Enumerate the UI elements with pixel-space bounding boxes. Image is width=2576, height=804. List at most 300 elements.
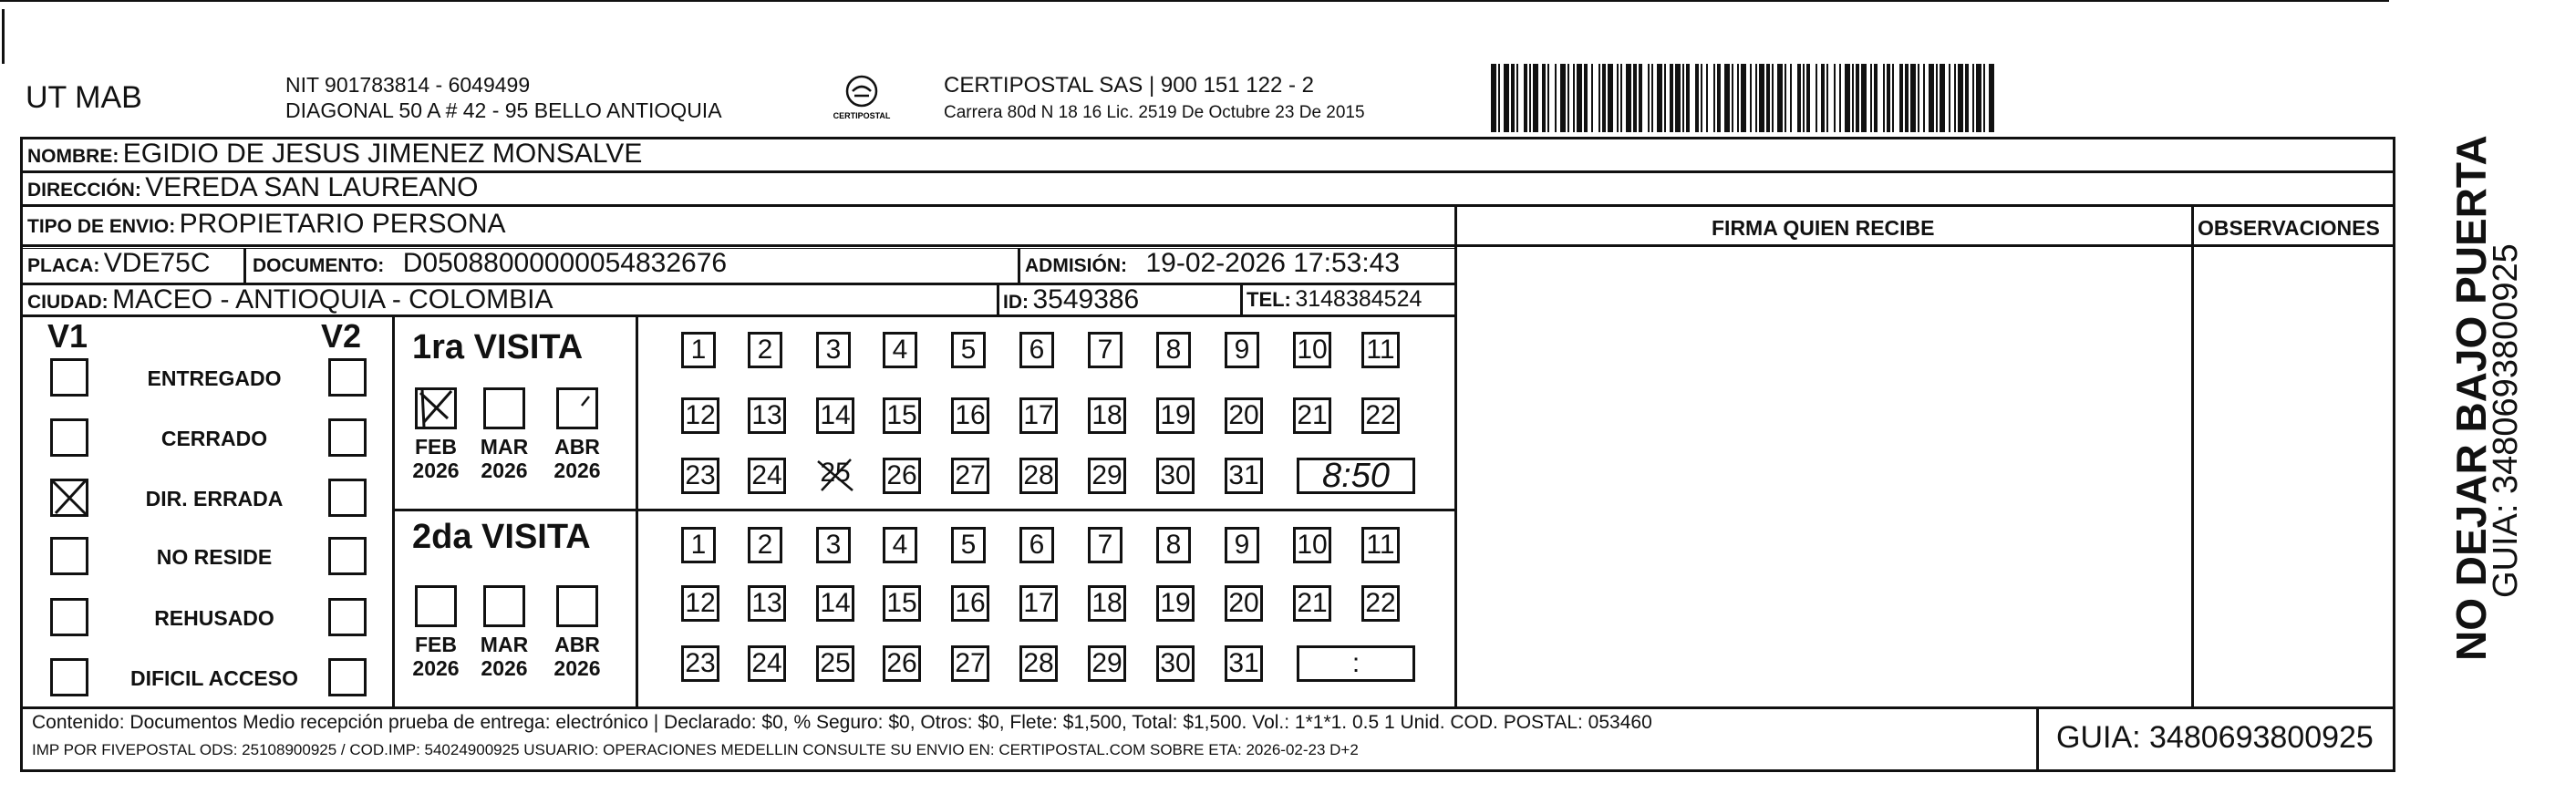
day-number: 19 bbox=[1160, 400, 1191, 430]
day-number: 13 bbox=[751, 400, 782, 430]
month-year: 2026 bbox=[553, 459, 601, 482]
tel-label: TEL: bbox=[1247, 288, 1291, 311]
day-box[interactable] bbox=[1019, 332, 1054, 368]
barcode-bar bbox=[1899, 64, 1903, 132]
barcode bbox=[1491, 64, 2175, 132]
day-number: 31 bbox=[1228, 648, 1259, 678]
no-dejar-warning: NO DEJAR BAJO PUERTA bbox=[2447, 135, 2495, 661]
barcode-bar bbox=[1741, 64, 1746, 132]
time-value: : bbox=[1351, 648, 1360, 678]
status-option-label: DIR. ERRADA bbox=[145, 487, 284, 510]
barcode-bar bbox=[1626, 64, 1631, 132]
barcode-bar bbox=[1547, 64, 1549, 132]
day-number: 27 bbox=[955, 648, 986, 678]
day-number: 25 bbox=[820, 648, 851, 678]
day-box[interactable] bbox=[1088, 332, 1122, 368]
id-label: ID: bbox=[1003, 292, 1029, 313]
barcode-bar bbox=[1954, 64, 1956, 132]
day-number: 3 bbox=[825, 335, 842, 365]
barcode-bar bbox=[1504, 64, 1509, 132]
status-option-label: REHUSADO bbox=[154, 606, 274, 630]
day-number: 20 bbox=[1228, 588, 1259, 618]
day-number: 14 bbox=[820, 588, 851, 618]
barcode-bar bbox=[1567, 64, 1569, 132]
visit-divider bbox=[392, 509, 1456, 511]
month-year: 2026 bbox=[412, 459, 460, 482]
barcode-bar bbox=[1633, 64, 1637, 132]
day-box[interactable] bbox=[1293, 397, 1331, 434]
logo-icon bbox=[825, 71, 898, 126]
ciudad-value: MACEO - ANTIOQUIA - COLOMBIA bbox=[112, 284, 553, 314]
day-box[interactable] bbox=[1019, 645, 1058, 682]
barcode-bar bbox=[1639, 64, 1642, 132]
barcode-bar bbox=[1989, 64, 1994, 132]
day-number: 17 bbox=[1023, 588, 1054, 618]
barcode-bar bbox=[1664, 64, 1666, 132]
barcode-bar bbox=[1724, 64, 1730, 132]
day-box[interactable] bbox=[681, 585, 719, 622]
day-number: 26 bbox=[886, 460, 917, 490]
barcode-bar bbox=[1695, 64, 1699, 132]
placa-label: PLACA: bbox=[27, 255, 100, 276]
admision-label: ADMISIÓN: bbox=[1025, 255, 1127, 276]
ciudad-row bbox=[27, 284, 553, 315]
barcode-bar bbox=[1940, 64, 1945, 132]
barcode-bar bbox=[1965, 64, 1969, 132]
day-box[interactable] bbox=[1225, 527, 1259, 563]
direccion-label: DIRECCIÓN: bbox=[27, 180, 141, 201]
barcode-bar bbox=[1839, 64, 1841, 132]
row-divider bbox=[20, 204, 2395, 207]
day-box[interactable] bbox=[748, 645, 786, 682]
month-checkbox[interactable] bbox=[415, 387, 457, 429]
day-number: 1 bbox=[690, 530, 707, 560]
day-number: 23 bbox=[685, 648, 716, 678]
day-number: 19 bbox=[1160, 588, 1191, 618]
barcode-bar bbox=[1584, 64, 1588, 132]
barcode-bar bbox=[1651, 64, 1653, 132]
month-name: ABR bbox=[554, 435, 600, 459]
day-number: 17 bbox=[1023, 400, 1054, 430]
day-box[interactable] bbox=[1293, 585, 1331, 622]
month-name: MAR bbox=[480, 435, 529, 459]
ciudad-label: CIUDAD: bbox=[27, 292, 109, 313]
barcode-bar bbox=[1713, 64, 1715, 132]
day-box[interactable] bbox=[1361, 527, 1400, 563]
day-number: 28 bbox=[1023, 648, 1054, 678]
day-number: 1 bbox=[690, 335, 707, 365]
barcode-bar bbox=[1657, 64, 1662, 132]
carrier-name: CERTIPOSTAL SAS | 900 151 122 - 2 bbox=[944, 73, 1314, 98]
day-number: 27 bbox=[955, 460, 986, 490]
month-checkbox[interactable] bbox=[556, 387, 598, 429]
day-number: 21 bbox=[1297, 400, 1328, 430]
day-box[interactable] bbox=[1361, 585, 1400, 622]
status-option-label: NO RESIDE bbox=[156, 545, 273, 569]
documento-value: D05088000000054832676 bbox=[402, 248, 728, 278]
day-number: 12 bbox=[685, 400, 716, 430]
barcode-bar bbox=[1670, 64, 1673, 132]
day-box[interactable] bbox=[1156, 527, 1191, 563]
day-number: 13 bbox=[751, 588, 782, 618]
col-divider bbox=[997, 283, 999, 314]
day-number: 10 bbox=[1297, 530, 1328, 560]
nombre-value: EGIDIO DE JESUS JIMENEZ MONSALVE bbox=[122, 139, 643, 169]
day-number: 24 bbox=[751, 648, 782, 678]
day-number: 24 bbox=[751, 460, 782, 490]
day-box[interactable] bbox=[816, 397, 854, 434]
footer-content-line: Contenido: Documentos Medio recepción prueba de entrega: electrónico | Declarado: $0, % Seguro: $0, Otros: $0, Flete: $1,500, Total: $1,500. Vol.: 1*1*1. 0.5 1 Unid. COD. POSTAL: 053460 bbox=[32, 712, 1652, 733]
day-box[interactable] bbox=[1225, 645, 1263, 682]
day-box[interactable] bbox=[1156, 397, 1195, 434]
barcode-bar bbox=[1608, 64, 1613, 132]
day-box[interactable] bbox=[681, 527, 716, 563]
day-number: 20 bbox=[1228, 400, 1259, 430]
carrier-license: Carrera 80d N 18 16 Lic. 2519 De Octubre 23 De 2015 bbox=[944, 103, 1365, 122]
status-option-label: ENTREGADO bbox=[147, 366, 282, 390]
day-number: 7 bbox=[1097, 335, 1113, 365]
day-box[interactable] bbox=[883, 527, 917, 563]
row-divider bbox=[20, 244, 2395, 247]
day-number: 8 bbox=[1165, 530, 1182, 560]
day-box[interactable] bbox=[1088, 458, 1126, 494]
month-name: FEB bbox=[415, 633, 457, 656]
day-box[interactable] bbox=[748, 397, 786, 434]
day-box[interactable] bbox=[951, 332, 986, 368]
barcode-bar bbox=[1533, 64, 1538, 132]
month-checkbox[interactable] bbox=[415, 585, 457, 627]
row-divider bbox=[20, 706, 2395, 709]
side-guia: GUIA: 3480693800925 bbox=[2487, 243, 2525, 598]
barcode-bar bbox=[1803, 64, 1805, 132]
observaciones-header: OBSERVACIONES bbox=[2198, 216, 2380, 240]
barcode-bar bbox=[1936, 64, 1938, 132]
cross-out-mark-icon bbox=[816, 458, 856, 494]
barcode-bar bbox=[1870, 64, 1872, 132]
direccion-value: VEREDA SAN LAUREANO bbox=[145, 172, 479, 202]
check-mark-icon bbox=[415, 387, 457, 429]
barcode-bar bbox=[1602, 64, 1606, 132]
x-mark-icon bbox=[50, 479, 88, 517]
tel-row bbox=[1247, 286, 1422, 313]
barcode-bar bbox=[1555, 64, 1557, 132]
barcode-bar bbox=[1861, 64, 1867, 132]
day-number: 11 bbox=[1366, 530, 1395, 560]
day-box[interactable] bbox=[883, 332, 917, 368]
barcode-bar bbox=[1706, 64, 1708, 132]
day-box[interactable] bbox=[681, 458, 719, 494]
day-box[interactable] bbox=[1361, 397, 1400, 434]
day-box[interactable] bbox=[1156, 458, 1195, 494]
barcode-bar bbox=[1797, 64, 1801, 132]
day-number: 2 bbox=[757, 335, 773, 365]
month-name: FEB bbox=[415, 435, 457, 459]
barcode-bar bbox=[1560, 64, 1566, 132]
col-divider bbox=[243, 248, 246, 283]
barcode-bar bbox=[1529, 64, 1531, 132]
barcode-bar bbox=[1785, 64, 1786, 132]
col-divider bbox=[2393, 137, 2395, 772]
day-number: 31 bbox=[1228, 460, 1259, 490]
v1-checkbox[interactable] bbox=[50, 358, 88, 397]
day-box[interactable] bbox=[951, 458, 989, 494]
day-box[interactable] bbox=[816, 527, 851, 563]
firma-header: FIRMA QUIEN RECIBE bbox=[1712, 216, 1935, 240]
day-number: 9 bbox=[1234, 335, 1250, 365]
day-box[interactable] bbox=[951, 585, 989, 622]
barcode-bar bbox=[1524, 64, 1527, 132]
barcode-bar bbox=[1958, 64, 1963, 132]
day-number: 11 bbox=[1366, 335, 1395, 365]
barcode-bar bbox=[1806, 64, 1810, 132]
day-number: 30 bbox=[1160, 648, 1191, 678]
barcode-bar bbox=[1755, 64, 1757, 132]
day-number: 22 bbox=[1365, 400, 1396, 430]
barcode-bar bbox=[1852, 64, 1854, 132]
month-name: ABR bbox=[554, 633, 600, 656]
direccion-row bbox=[27, 172, 478, 203]
barcode-bar bbox=[1766, 64, 1770, 132]
v2-checkbox[interactable] bbox=[328, 658, 367, 696]
v1-checkbox[interactable] bbox=[50, 658, 88, 696]
barcode-bar bbox=[1516, 64, 1518, 132]
barcode-bar bbox=[1750, 64, 1752, 132]
day-box[interactable] bbox=[681, 645, 719, 682]
day-number: 16 bbox=[955, 400, 986, 430]
v1-label: V1 bbox=[47, 317, 88, 355]
barcode-bar bbox=[1675, 64, 1681, 132]
day-box[interactable] bbox=[816, 585, 854, 622]
barcode-bar bbox=[1772, 64, 1774, 132]
time-box[interactable] bbox=[1297, 645, 1415, 682]
col-divider bbox=[2191, 204, 2194, 707]
day-number: 8 bbox=[1165, 335, 1182, 365]
v1-checkbox[interactable] bbox=[50, 418, 88, 457]
placa-row bbox=[27, 248, 211, 279]
day-number: 21 bbox=[1297, 588, 1328, 618]
barcode-bar bbox=[1573, 64, 1575, 132]
barcode-bar bbox=[1883, 64, 1885, 132]
barcode-bar bbox=[1598, 64, 1600, 132]
org-name: UT MAB bbox=[26, 80, 142, 115]
barcode-bar bbox=[1732, 64, 1733, 132]
left-cut-mark bbox=[2, 9, 5, 64]
day-box[interactable] bbox=[1225, 397, 1263, 434]
certipostal-logo bbox=[825, 71, 898, 126]
month-year: 2026 bbox=[481, 459, 528, 482]
barcode-bar bbox=[1511, 64, 1515, 132]
day-number: 10 bbox=[1297, 335, 1328, 365]
day-box[interactable] bbox=[1019, 458, 1058, 494]
day-box[interactable] bbox=[748, 332, 782, 368]
day-box[interactable] bbox=[1225, 332, 1259, 368]
v1-checkbox[interactable] bbox=[50, 479, 88, 517]
day-box[interactable] bbox=[1156, 585, 1195, 622]
status-option-label: CERRADO bbox=[160, 427, 268, 450]
barcode-bar bbox=[1620, 64, 1622, 132]
sender-address: DIAGONAL 50 A # 42 - 95 BELLO ANTIOQUIA bbox=[285, 98, 722, 122]
barcode-bar bbox=[1976, 64, 1981, 132]
v1-checkbox[interactable] bbox=[50, 598, 88, 636]
day-box[interactable] bbox=[748, 585, 786, 622]
barcode-bar bbox=[1905, 64, 1909, 132]
day-number: 6 bbox=[1029, 335, 1045, 365]
day-number: 2 bbox=[757, 530, 773, 560]
barcode-bar bbox=[1790, 64, 1792, 132]
day-number: 4 bbox=[892, 335, 908, 365]
day-box[interactable] bbox=[883, 397, 921, 434]
v2-checkbox[interactable] bbox=[328, 418, 367, 457]
day-number: 29 bbox=[1091, 648, 1122, 678]
day-number: 25 bbox=[820, 458, 851, 488]
day-number: 30 bbox=[1160, 460, 1191, 490]
barcode-bar bbox=[1983, 64, 1985, 132]
day-box[interactable] bbox=[1088, 397, 1126, 434]
v2-checkbox[interactable] bbox=[328, 358, 367, 397]
day-box[interactable] bbox=[816, 645, 854, 682]
barcode-bar bbox=[1498, 64, 1500, 132]
footer-print-line: IMP POR FIVEPOSTAL ODS: 25108900925 / COD.IMP: 54024900925 USUARIO: OPERACIONES MEDELLIN CONSULTE SU ENVIO EN: CERTIPOSTAL.COM SOBRE ETA: 2026-02-23 D+2 bbox=[32, 741, 1359, 758]
tipo-label: TIPO DE ENVIO: bbox=[27, 216, 176, 237]
day-number: 15 bbox=[886, 588, 917, 618]
day-box[interactable] bbox=[748, 527, 782, 563]
month-checkbox[interactable] bbox=[556, 585, 598, 627]
tel-value: 3148384524 bbox=[1295, 286, 1422, 312]
day-number: 23 bbox=[685, 460, 716, 490]
day-number: 14 bbox=[820, 400, 851, 430]
day-box[interactable] bbox=[816, 332, 851, 368]
barcode-bar bbox=[1717, 64, 1721, 132]
barcode-bar bbox=[1918, 64, 1919, 132]
logo-text: CERTIPOSTAL bbox=[833, 111, 891, 120]
footer-guia: GUIA: 3480693800925 bbox=[2056, 720, 2374, 755]
v2-checkbox[interactable] bbox=[328, 537, 367, 575]
day-number: 15 bbox=[886, 400, 917, 430]
day-box[interactable] bbox=[748, 458, 786, 494]
admision-value: 19-02-2026 17:53:43 bbox=[1145, 248, 1401, 278]
day-number: 16 bbox=[955, 588, 986, 618]
barcode-bar bbox=[1923, 64, 1925, 132]
barcode-bar bbox=[1759, 64, 1764, 132]
day-number: 18 bbox=[1091, 588, 1122, 618]
v1-checkbox[interactable] bbox=[50, 537, 88, 575]
day-box[interactable] bbox=[951, 645, 989, 682]
day-box[interactable] bbox=[681, 397, 719, 434]
barcode-bar bbox=[1887, 64, 1890, 132]
id-value: 3549386 bbox=[1032, 284, 1140, 314]
barcode-bar bbox=[1777, 64, 1783, 132]
day-box[interactable] bbox=[681, 332, 716, 368]
id-row bbox=[1003, 284, 1139, 315]
day-box[interactable] bbox=[951, 397, 989, 434]
day-box[interactable] bbox=[951, 527, 986, 563]
barcode-bar bbox=[1834, 64, 1836, 132]
nit: NIT 901783814 - 6049499 bbox=[285, 73, 531, 97]
barcode-bar bbox=[1737, 64, 1739, 132]
v2-checkbox[interactable] bbox=[328, 598, 367, 636]
barcode-bar bbox=[1892, 64, 1894, 132]
month-year: 2026 bbox=[412, 656, 460, 680]
day-box[interactable] bbox=[1361, 332, 1400, 368]
day-number: 6 bbox=[1029, 530, 1045, 560]
first-visit-title: 1ra VISITA bbox=[412, 328, 584, 366]
row-divider bbox=[2193, 244, 2395, 247]
col-divider bbox=[1454, 204, 1457, 707]
tipo-value: PROPIETARIO PERSONA bbox=[179, 209, 506, 239]
barcode-bar bbox=[1826, 64, 1828, 132]
day-number: 12 bbox=[685, 588, 716, 618]
day-box[interactable] bbox=[1225, 458, 1263, 494]
day-box[interactable] bbox=[1019, 527, 1054, 563]
day-number: 5 bbox=[960, 335, 977, 365]
day-number: 5 bbox=[960, 530, 977, 560]
barcode-bar bbox=[1874, 64, 1878, 132]
barcode-bar bbox=[1972, 64, 1974, 132]
day-number: 29 bbox=[1091, 460, 1122, 490]
status-option-label: DIFICIL ACCESO bbox=[129, 666, 298, 690]
barcode-bar bbox=[1856, 64, 1859, 132]
barcode-bar bbox=[1821, 64, 1825, 132]
day-box[interactable] bbox=[1019, 585, 1058, 622]
barcode-bar bbox=[1686, 64, 1690, 132]
tipo-row bbox=[27, 209, 506, 240]
month-year: 2026 bbox=[553, 656, 601, 680]
col-divider bbox=[1018, 248, 1020, 283]
day-box[interactable] bbox=[1225, 585, 1263, 622]
time-box[interactable] bbox=[1297, 458, 1415, 494]
barcode-bar bbox=[1845, 64, 1850, 132]
day-box[interactable] bbox=[1019, 397, 1058, 434]
day-box[interactable] bbox=[1088, 585, 1126, 622]
month-checkbox[interactable] bbox=[483, 585, 525, 627]
barcode-bar bbox=[1701, 64, 1702, 132]
second-visit-title: 2da VISITA bbox=[412, 518, 591, 556]
day-box[interactable] bbox=[1293, 332, 1331, 368]
day-number: 3 bbox=[825, 530, 842, 560]
v2-checkbox[interactable] bbox=[328, 479, 367, 517]
day-box[interactable] bbox=[1088, 527, 1122, 563]
day-box[interactable] bbox=[816, 458, 854, 494]
day-box[interactable] bbox=[883, 458, 921, 494]
day-box[interactable] bbox=[1156, 332, 1191, 368]
barcode-bar bbox=[1648, 64, 1650, 132]
day-box[interactable] bbox=[883, 585, 921, 622]
nombre-row bbox=[27, 139, 642, 170]
month-checkbox[interactable] bbox=[483, 387, 525, 429]
placa-value: VDE75C bbox=[103, 248, 211, 278]
tick-mark-icon bbox=[556, 387, 598, 429]
col-divider bbox=[1240, 283, 1243, 314]
barcode-bar bbox=[1910, 64, 1916, 132]
documento-label: DOCUMENTO: bbox=[253, 255, 385, 276]
barcode-bar bbox=[1591, 64, 1593, 132]
barcode-bar bbox=[1577, 64, 1582, 132]
day-number: 26 bbox=[886, 648, 917, 678]
month-name: MAR bbox=[480, 633, 529, 656]
day-box[interactable] bbox=[1293, 527, 1331, 563]
documento-row bbox=[253, 248, 727, 279]
day-number: 7 bbox=[1097, 530, 1113, 560]
footer-divider bbox=[2036, 706, 2039, 772]
day-number: 22 bbox=[1365, 588, 1396, 618]
day-number: 28 bbox=[1023, 460, 1054, 490]
nombre-label: NOMBRE: bbox=[27, 146, 119, 167]
barcode-bar bbox=[1491, 64, 1496, 132]
top-border-line bbox=[0, 0, 2389, 2]
day-box[interactable] bbox=[1088, 645, 1126, 682]
day-box[interactable] bbox=[1156, 645, 1195, 682]
day-box[interactable] bbox=[883, 645, 921, 682]
